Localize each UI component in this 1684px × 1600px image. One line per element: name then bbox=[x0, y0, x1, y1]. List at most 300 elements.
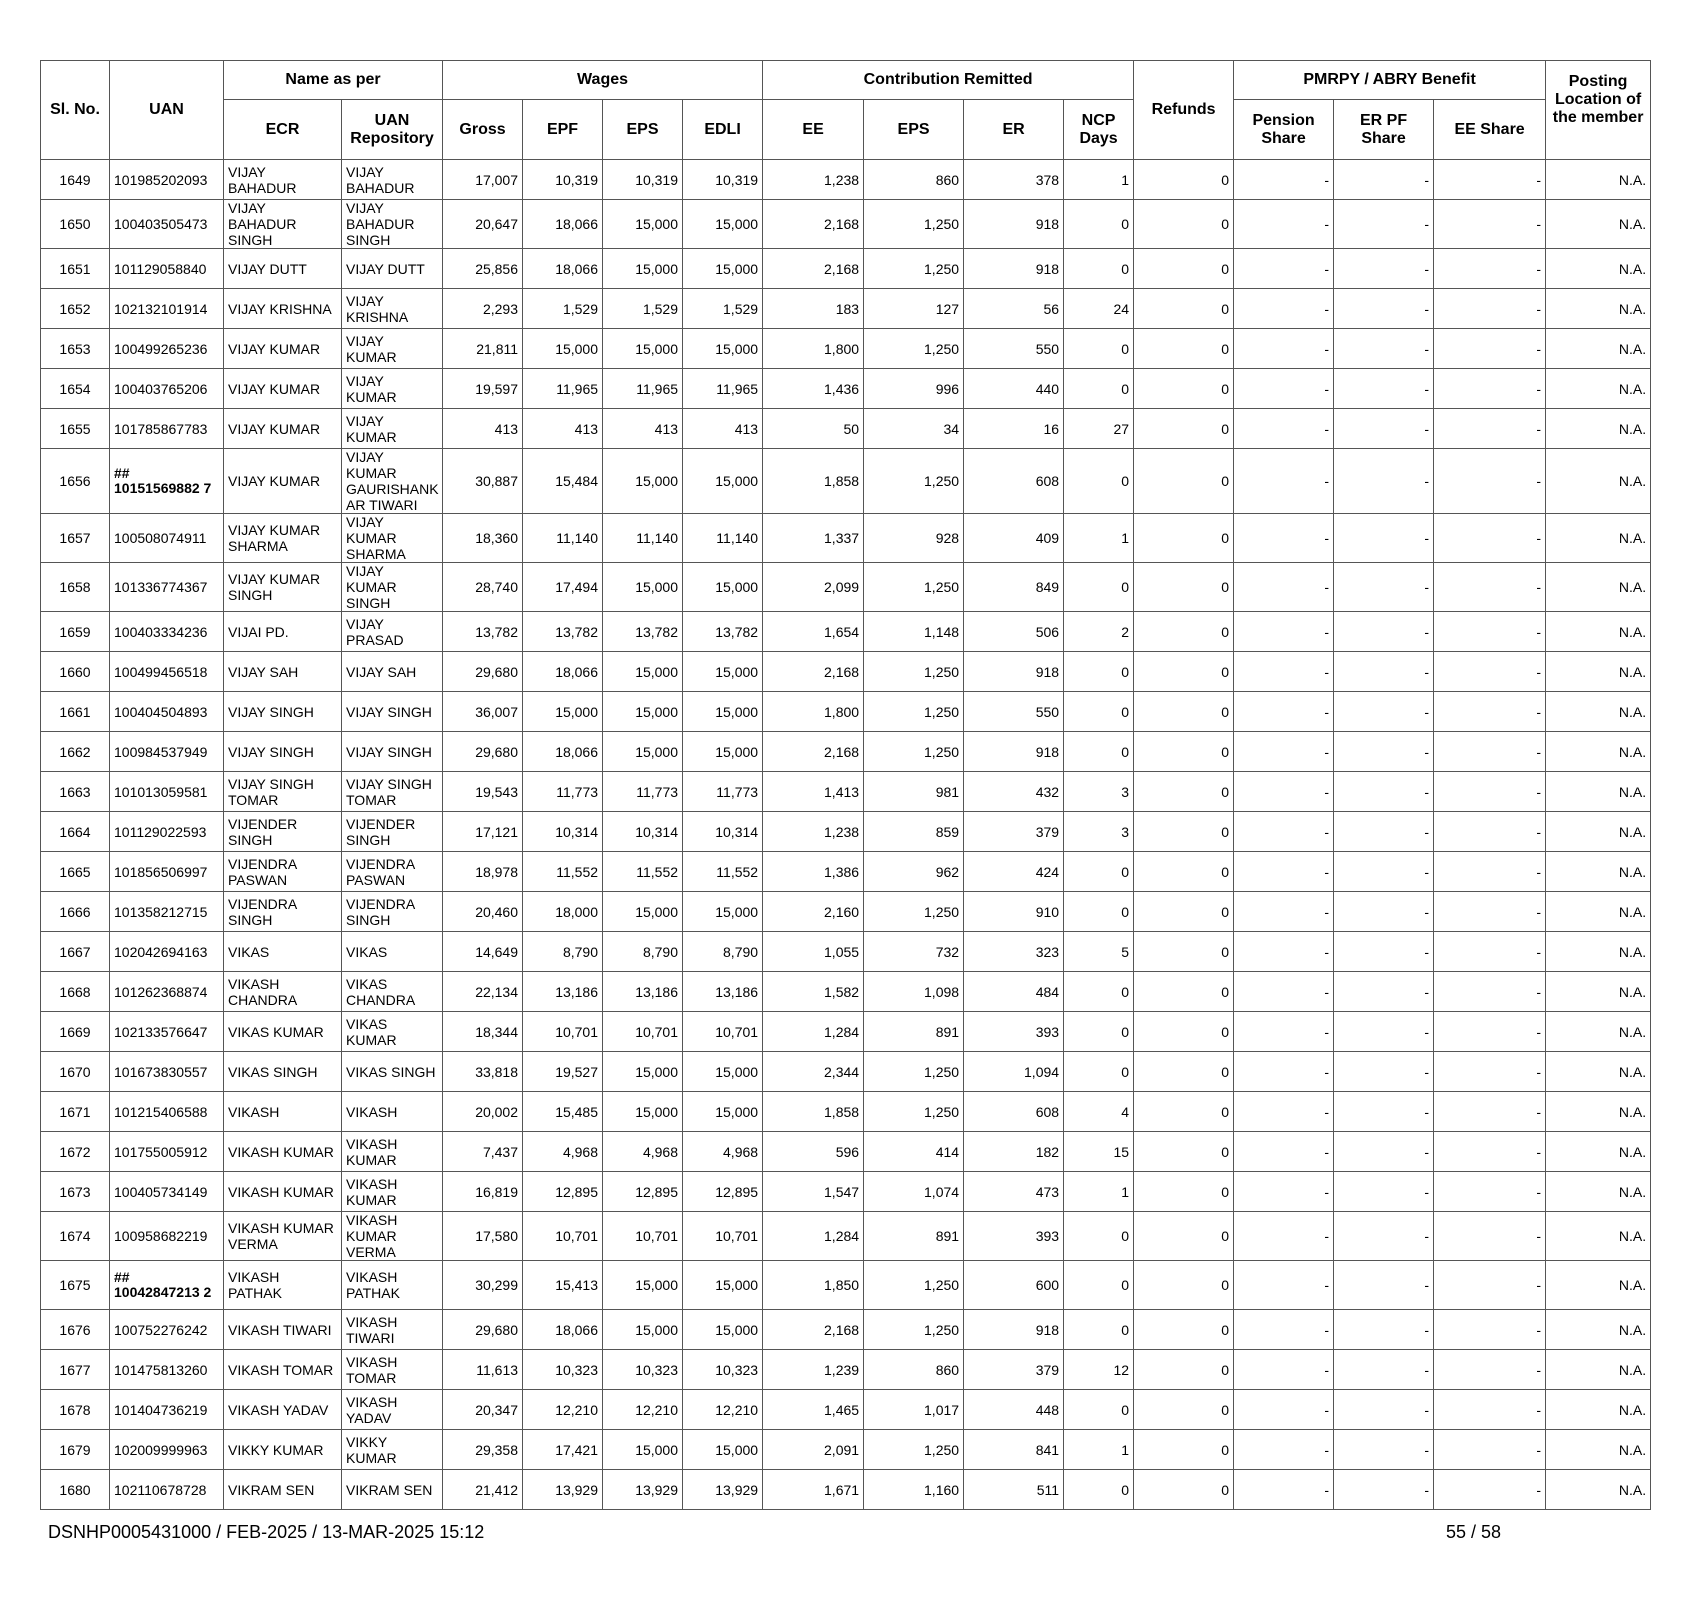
cell-refunds: 0 bbox=[1134, 1052, 1234, 1092]
cell-refunds: 0 bbox=[1134, 409, 1234, 449]
cell-uan-repository-name: VIKASH KUMAR bbox=[342, 1132, 443, 1172]
cell-posting-location: N.A. bbox=[1546, 1052, 1651, 1092]
cell-epf: 17,421 bbox=[523, 1430, 603, 1470]
cell-pension-share: - bbox=[1234, 1132, 1334, 1172]
table-row bbox=[41, 289, 1651, 329]
cell-er-pf-share: - bbox=[1334, 200, 1434, 249]
cell-ee-share: - bbox=[1434, 563, 1546, 612]
cell-refunds: 0 bbox=[1134, 1350, 1234, 1390]
cell-sl-no: 1679 bbox=[41, 1430, 110, 1470]
cell-sl-no: 1655 bbox=[41, 409, 110, 449]
cell-pension-share: - bbox=[1234, 772, 1334, 812]
cell-ecr-name: VIKASH KUMAR bbox=[224, 1132, 342, 1172]
cell-ncp-days: 0 bbox=[1064, 369, 1134, 409]
cell-edli: 11,965 bbox=[683, 369, 763, 409]
cell-er-pf-share: - bbox=[1334, 1390, 1434, 1430]
cell-pension-share: - bbox=[1234, 1212, 1334, 1261]
cell-er-pf-share: - bbox=[1334, 1012, 1434, 1052]
cell-eps-contribution: 1,250 bbox=[864, 329, 964, 369]
cell-refunds: 0 bbox=[1134, 1261, 1234, 1310]
cell-ee-share: - bbox=[1434, 732, 1546, 772]
cell-refunds: 0 bbox=[1134, 932, 1234, 972]
cell-pension-share: - bbox=[1234, 329, 1334, 369]
cell-ecr-name: VIKRAM SEN bbox=[224, 1470, 342, 1510]
cell-er: 448 bbox=[964, 1390, 1064, 1430]
cell-er-pf-share: - bbox=[1334, 1212, 1434, 1261]
cell-ee: 2,344 bbox=[763, 1052, 864, 1092]
cell-eps-wages: 15,000 bbox=[603, 449, 683, 514]
cell-er-pf-share: - bbox=[1334, 160, 1434, 200]
cell-ee-share: - bbox=[1434, 409, 1546, 449]
cell-ee-share: - bbox=[1434, 249, 1546, 289]
cell-eps-wages: 1,529 bbox=[603, 289, 683, 329]
cell-edli: 15,000 bbox=[683, 1261, 763, 1310]
cell-pension-share: - bbox=[1234, 563, 1334, 612]
cell-uan-repository-name: VIKKY KUMAR bbox=[342, 1430, 443, 1470]
cell-epf: 11,140 bbox=[523, 514, 603, 563]
cell-er-pf-share: - bbox=[1334, 692, 1434, 732]
cell-er-pf-share: - bbox=[1334, 409, 1434, 449]
table-row bbox=[41, 1430, 1651, 1470]
cell-epf: 4,968 bbox=[523, 1132, 603, 1172]
cell-gross: 21,811 bbox=[443, 329, 523, 369]
table-body bbox=[41, 160, 1651, 1510]
cell-ecr-name: VIKASH TIWARI bbox=[224, 1310, 342, 1350]
cell-pension-share: - bbox=[1234, 1430, 1334, 1470]
cell-er: 182 bbox=[964, 1132, 1064, 1172]
cell-ecr-name: VIKASH CHANDRA bbox=[224, 972, 342, 1012]
cell-gross: 413 bbox=[443, 409, 523, 449]
cell-er-pf-share: - bbox=[1334, 812, 1434, 852]
cell-pension-share: - bbox=[1234, 652, 1334, 692]
cell-edli: 15,000 bbox=[683, 1052, 763, 1092]
cell-edli: 10,701 bbox=[683, 1012, 763, 1052]
cell-ecr-name: VIKASH YADAV bbox=[224, 1390, 342, 1430]
cell-ecr-name: VIJAY SINGH bbox=[224, 692, 342, 732]
cell-epf: 10,701 bbox=[523, 1212, 603, 1261]
cell-eps-wages: 12,895 bbox=[603, 1172, 683, 1212]
cell-epf: 15,000 bbox=[523, 329, 603, 369]
cell-ecr-name: VIJENDER SINGH bbox=[224, 812, 342, 852]
cell-ncp-days: 0 bbox=[1064, 563, 1134, 612]
table-row bbox=[41, 772, 1651, 812]
cell-posting-location: N.A. bbox=[1546, 289, 1651, 329]
cell-pension-share: - bbox=[1234, 1172, 1334, 1212]
cell-eps-wages: 13,186 bbox=[603, 972, 683, 1012]
cell-sl-no: 1667 bbox=[41, 932, 110, 972]
cell-gross: 11,613 bbox=[443, 1350, 523, 1390]
cell-er-pf-share: - bbox=[1334, 892, 1434, 932]
cell-posting-location: N.A. bbox=[1546, 160, 1651, 200]
cell-eps-contribution: 1,250 bbox=[864, 200, 964, 249]
cell-eps-contribution: 1,160 bbox=[864, 1470, 964, 1510]
cell-posting-location: N.A. bbox=[1546, 1390, 1651, 1430]
cell-uan: 101755005912 bbox=[110, 1132, 224, 1172]
cell-edli: 12,210 bbox=[683, 1390, 763, 1430]
cell-ee: 2,091 bbox=[763, 1430, 864, 1470]
cell-uan: 100499265236 bbox=[110, 329, 224, 369]
cell-er-pf-share: - bbox=[1334, 514, 1434, 563]
cell-uan-repository-name: VIJAY KUMAR bbox=[342, 369, 443, 409]
cell-posting-location: N.A. bbox=[1546, 652, 1651, 692]
cell-uan: 101985202093 bbox=[110, 160, 224, 200]
cell-ncp-days: 0 bbox=[1064, 1261, 1134, 1310]
cell-eps-contribution: 860 bbox=[864, 1350, 964, 1390]
table-row bbox=[41, 1052, 1651, 1092]
cell-uan: 102009999963 bbox=[110, 1430, 224, 1470]
cell-ee-share: - bbox=[1434, 1390, 1546, 1430]
cell-epf: 17,494 bbox=[523, 563, 603, 612]
cell-sl-no: 1673 bbox=[41, 1172, 110, 1212]
cell-ee: 2,160 bbox=[763, 892, 864, 932]
cell-refunds: 0 bbox=[1134, 732, 1234, 772]
cell-ee: 1,239 bbox=[763, 1350, 864, 1390]
cell-eps-contribution: 1,250 bbox=[864, 652, 964, 692]
cell-eps-wages: 10,319 bbox=[603, 160, 683, 200]
cell-ee-share: - bbox=[1434, 1172, 1546, 1212]
cell-er: 323 bbox=[964, 932, 1064, 972]
cell-eps-wages: 11,965 bbox=[603, 369, 683, 409]
cell-ncp-days: 3 bbox=[1064, 772, 1134, 812]
cell-ee: 50 bbox=[763, 409, 864, 449]
cell-eps-wages: 15,000 bbox=[603, 1430, 683, 1470]
cell-uan: 101358212715 bbox=[110, 892, 224, 932]
cell-ncp-days: 0 bbox=[1064, 1012, 1134, 1052]
cell-edli: 1,529 bbox=[683, 289, 763, 329]
cell-pension-share: - bbox=[1234, 409, 1334, 449]
cell-refunds: 0 bbox=[1134, 369, 1234, 409]
cell-uan-repository-name: VIJAY SINGH bbox=[342, 732, 443, 772]
cell-sl-no: 1671 bbox=[41, 1092, 110, 1132]
cell-ee-share: - bbox=[1434, 1310, 1546, 1350]
cell-er-pf-share: - bbox=[1334, 1430, 1434, 1470]
cell-sl-no: 1675 bbox=[41, 1261, 110, 1310]
cell-pension-share: - bbox=[1234, 972, 1334, 1012]
cell-gross: 29,680 bbox=[443, 1310, 523, 1350]
cell-refunds: 0 bbox=[1134, 1172, 1234, 1212]
cell-refunds: 0 bbox=[1134, 652, 1234, 692]
cell-epf: 8,790 bbox=[523, 932, 603, 972]
cell-sl-no: 1666 bbox=[41, 892, 110, 932]
cell-ee-share: - bbox=[1434, 514, 1546, 563]
cell-eps-wages: 15,000 bbox=[603, 1310, 683, 1350]
cell-uan-repository-name: VIKASH YADAV bbox=[342, 1390, 443, 1430]
cell-er: 910 bbox=[964, 892, 1064, 932]
page-number: 55 / 58 bbox=[1446, 1522, 1502, 1542]
cell-ee: 1,671 bbox=[763, 1470, 864, 1510]
cell-epf: 18,066 bbox=[523, 652, 603, 692]
cell-gross: 28,740 bbox=[443, 563, 523, 612]
cell-ee: 2,168 bbox=[763, 732, 864, 772]
cell-edli: 15,000 bbox=[683, 1310, 763, 1350]
cell-uan: ## 10151569882 7 bbox=[110, 449, 224, 514]
cell-eps-contribution: 1,017 bbox=[864, 1390, 964, 1430]
cell-eps-wages: 10,701 bbox=[603, 1012, 683, 1052]
cell-gross: 13,782 bbox=[443, 612, 523, 652]
cell-uan-repository-name: VIJAY SAH bbox=[342, 652, 443, 692]
cell-gross: 36,007 bbox=[443, 692, 523, 732]
cell-epf: 18,066 bbox=[523, 249, 603, 289]
cell-ee-share: - bbox=[1434, 852, 1546, 892]
cell-refunds: 0 bbox=[1134, 1470, 1234, 1510]
cell-er: 378 bbox=[964, 160, 1064, 200]
cell-eps-contribution: 127 bbox=[864, 289, 964, 329]
group-name-as-per: Name as per bbox=[224, 61, 443, 100]
cell-pension-share: - bbox=[1234, 692, 1334, 732]
table-row bbox=[41, 369, 1651, 409]
cell-uan: 102042694163 bbox=[110, 932, 224, 972]
cell-eps-contribution: 1,250 bbox=[864, 1430, 964, 1470]
cell-er-pf-share: - bbox=[1334, 369, 1434, 409]
table-row bbox=[41, 514, 1651, 563]
cell-er: 918 bbox=[964, 249, 1064, 289]
group-contribution-remitted: Contribution Remitted bbox=[763, 61, 1134, 100]
cell-uan-repository-name: VIJENDRA PASWAN bbox=[342, 852, 443, 892]
table-row bbox=[41, 200, 1651, 249]
cell-ee-share: - bbox=[1434, 812, 1546, 852]
cell-gross: 29,358 bbox=[443, 1430, 523, 1470]
cell-ee-share: - bbox=[1434, 329, 1546, 369]
cell-ecr-name: VIJAY SAH bbox=[224, 652, 342, 692]
cell-er: 841 bbox=[964, 1430, 1064, 1470]
cell-ee: 1,800 bbox=[763, 692, 864, 732]
cell-eps-contribution: 732 bbox=[864, 932, 964, 972]
cell-uan: 100403334236 bbox=[110, 612, 224, 652]
cell-eps-contribution: 1,250 bbox=[864, 563, 964, 612]
table-row bbox=[41, 449, 1651, 514]
cell-pension-share: - bbox=[1234, 1012, 1334, 1052]
col-er-pf-share: ER PF Share bbox=[1334, 100, 1434, 160]
cell-uan-repository-name: VIJAY SINGH TOMAR bbox=[342, 772, 443, 812]
cell-edli: 8,790 bbox=[683, 932, 763, 972]
cell-er-pf-share: - bbox=[1334, 1172, 1434, 1212]
cell-ncp-days: 0 bbox=[1064, 329, 1134, 369]
cell-uan-repository-name: VIJAY KUMAR bbox=[342, 329, 443, 369]
cell-ee-share: - bbox=[1434, 772, 1546, 812]
cell-eps-contribution: 1,098 bbox=[864, 972, 964, 1012]
cell-ncp-days: 0 bbox=[1064, 200, 1134, 249]
cell-er: 849 bbox=[964, 563, 1064, 612]
cell-ecr-name: VIKASH TOMAR bbox=[224, 1350, 342, 1390]
cell-posting-location: N.A. bbox=[1546, 249, 1651, 289]
cell-posting-location: N.A. bbox=[1546, 692, 1651, 732]
cell-ee-share: - bbox=[1434, 652, 1546, 692]
cell-posting-location: N.A. bbox=[1546, 1172, 1651, 1212]
cell-uan-repository-name: VIJAY KRISHNA bbox=[342, 289, 443, 329]
cell-gross: 20,460 bbox=[443, 892, 523, 932]
cell-ee: 1,800 bbox=[763, 329, 864, 369]
cell-edli: 13,929 bbox=[683, 1470, 763, 1510]
cell-eps-contribution: 859 bbox=[864, 812, 964, 852]
cell-sl-no: 1659 bbox=[41, 612, 110, 652]
cell-gross: 30,887 bbox=[443, 449, 523, 514]
cell-uan: 101215406588 bbox=[110, 1092, 224, 1132]
cell-er-pf-share: - bbox=[1334, 449, 1434, 514]
cell-refunds: 0 bbox=[1134, 1430, 1234, 1470]
cell-pension-share: - bbox=[1234, 1092, 1334, 1132]
cell-eps-contribution: 981 bbox=[864, 772, 964, 812]
cell-ecr-name: VIJAY KUMAR SHARMA bbox=[224, 514, 342, 563]
cell-pension-share: - bbox=[1234, 1350, 1334, 1390]
cell-edli: 15,000 bbox=[683, 692, 763, 732]
cell-ecr-name: VIJENDRA SINGH bbox=[224, 892, 342, 932]
cell-er: 506 bbox=[964, 612, 1064, 652]
cell-pension-share: - bbox=[1234, 852, 1334, 892]
col-ecr: ECR bbox=[224, 100, 342, 160]
cell-sl-no: 1651 bbox=[41, 249, 110, 289]
cell-eps-wages: 15,000 bbox=[603, 892, 683, 932]
cell-ncp-days: 1 bbox=[1064, 1172, 1134, 1212]
cell-posting-location: N.A. bbox=[1546, 449, 1651, 514]
cell-er-pf-share: - bbox=[1334, 1261, 1434, 1310]
cell-er: 56 bbox=[964, 289, 1064, 329]
cell-gross: 17,121 bbox=[443, 812, 523, 852]
cell-er: 473 bbox=[964, 1172, 1064, 1212]
cell-eps-contribution: 1,250 bbox=[864, 1052, 964, 1092]
cell-uan: 100752276242 bbox=[110, 1310, 224, 1350]
cell-er: 379 bbox=[964, 1350, 1064, 1390]
table-row bbox=[41, 160, 1651, 200]
cell-posting-location: N.A. bbox=[1546, 1470, 1651, 1510]
cell-ee-share: - bbox=[1434, 160, 1546, 200]
table-row bbox=[41, 1470, 1651, 1510]
cell-ncp-days: 0 bbox=[1064, 892, 1134, 932]
cell-edli: 11,140 bbox=[683, 514, 763, 563]
cell-eps-contribution: 414 bbox=[864, 1132, 964, 1172]
cell-ncp-days: 0 bbox=[1064, 1052, 1134, 1092]
cell-ee: 1,858 bbox=[763, 449, 864, 514]
table-row bbox=[41, 932, 1651, 972]
cell-eps-contribution: 34 bbox=[864, 409, 964, 449]
cell-ee-share: - bbox=[1434, 1350, 1546, 1390]
cell-edli: 4,968 bbox=[683, 1132, 763, 1172]
cell-eps-wages: 15,000 bbox=[603, 249, 683, 289]
cell-uan-repository-name: VIKASH TIWARI bbox=[342, 1310, 443, 1350]
cell-er: 918 bbox=[964, 652, 1064, 692]
cell-ee-share: - bbox=[1434, 692, 1546, 732]
cell-ecr-name: VIKAS SINGH bbox=[224, 1052, 342, 1092]
cell-ee-share: - bbox=[1434, 1261, 1546, 1310]
cell-refunds: 0 bbox=[1134, 892, 1234, 932]
cell-gross: 14,649 bbox=[443, 932, 523, 972]
cell-pension-share: - bbox=[1234, 249, 1334, 289]
cell-er: 608 bbox=[964, 1092, 1064, 1132]
cell-uan: 102110678728 bbox=[110, 1470, 224, 1510]
cell-er: 918 bbox=[964, 732, 1064, 772]
cell-uan: 101336774367 bbox=[110, 563, 224, 612]
cell-posting-location: N.A. bbox=[1546, 732, 1651, 772]
cell-posting-location: N.A. bbox=[1546, 932, 1651, 972]
cell-er-pf-share: - bbox=[1334, 1052, 1434, 1092]
cell-ee: 1,547 bbox=[763, 1172, 864, 1212]
document-reference: DSNHP0005431000 / FEB-2025 / 13-MAR-2025 15:12 bbox=[48, 1522, 485, 1542]
cell-pension-share: - bbox=[1234, 812, 1334, 852]
cell-edli: 15,000 bbox=[683, 249, 763, 289]
cell-uan-repository-name: VIJAY PRASAD bbox=[342, 612, 443, 652]
cell-sl-no: 1650 bbox=[41, 200, 110, 249]
cell-uan: 101262368874 bbox=[110, 972, 224, 1012]
cell-ecr-name: VIJAY SINGH bbox=[224, 732, 342, 772]
cell-ee: 1,465 bbox=[763, 1390, 864, 1430]
cell-er-pf-share: - bbox=[1334, 1310, 1434, 1350]
cell-ee-share: - bbox=[1434, 612, 1546, 652]
cell-ee: 1,858 bbox=[763, 1092, 864, 1132]
cell-eps-contribution: 1,250 bbox=[864, 1261, 964, 1310]
cell-sl-no: 1676 bbox=[41, 1310, 110, 1350]
cell-epf: 13,782 bbox=[523, 612, 603, 652]
cell-pension-share: - bbox=[1234, 160, 1334, 200]
cell-refunds: 0 bbox=[1134, 852, 1234, 892]
table-row bbox=[41, 1092, 1651, 1132]
cell-ncp-days: 0 bbox=[1064, 692, 1134, 732]
cell-epf: 13,929 bbox=[523, 1470, 603, 1510]
cell-er: 1,094 bbox=[964, 1052, 1064, 1092]
col-uan-repository: UAN Repository bbox=[342, 100, 443, 160]
cell-ee-share: - bbox=[1434, 200, 1546, 249]
cell-eps-contribution: 1,250 bbox=[864, 1092, 964, 1132]
cell-edli: 10,319 bbox=[683, 160, 763, 200]
cell-eps-contribution: 1,074 bbox=[864, 1172, 964, 1212]
cell-gross: 20,002 bbox=[443, 1092, 523, 1132]
cell-pension-share: - bbox=[1234, 732, 1334, 772]
cell-er-pf-share: - bbox=[1334, 852, 1434, 892]
cell-ecr-name: VIJAY KUMAR bbox=[224, 449, 342, 514]
cell-er: 393 bbox=[964, 1012, 1064, 1052]
cell-sl-no: 1674 bbox=[41, 1212, 110, 1261]
cell-posting-location: N.A. bbox=[1546, 852, 1651, 892]
cell-ncp-days: 0 bbox=[1064, 732, 1134, 772]
cell-sl-no: 1680 bbox=[41, 1470, 110, 1510]
cell-gross: 21,412 bbox=[443, 1470, 523, 1510]
col-edli: EDLI bbox=[683, 100, 763, 160]
cell-ee: 2,168 bbox=[763, 1310, 864, 1350]
cell-gross: 22,134 bbox=[443, 972, 523, 1012]
cell-ncp-days: 0 bbox=[1064, 972, 1134, 1012]
cell-eps-wages: 15,000 bbox=[603, 1261, 683, 1310]
cell-edli: 13,782 bbox=[683, 612, 763, 652]
cell-ee-share: - bbox=[1434, 1132, 1546, 1172]
cell-er-pf-share: - bbox=[1334, 612, 1434, 652]
cell-pension-share: - bbox=[1234, 1390, 1334, 1430]
cell-pension-share: - bbox=[1234, 1310, 1334, 1350]
cell-gross: 17,580 bbox=[443, 1212, 523, 1261]
cell-posting-location: N.A. bbox=[1546, 1261, 1651, 1310]
cell-ee-share: - bbox=[1434, 1012, 1546, 1052]
cell-sl-no: 1656 bbox=[41, 449, 110, 514]
cell-posting-location: N.A. bbox=[1546, 972, 1651, 1012]
cell-ecr-name: VIKAS KUMAR bbox=[224, 1012, 342, 1052]
cell-eps-wages: 15,000 bbox=[603, 1052, 683, 1092]
cell-eps-contribution: 996 bbox=[864, 369, 964, 409]
table-row bbox=[41, 812, 1651, 852]
cell-er-pf-share: - bbox=[1334, 932, 1434, 972]
cell-ecr-name: VIJAY BAHADUR SINGH bbox=[224, 200, 342, 249]
cell-refunds: 0 bbox=[1134, 1132, 1234, 1172]
cell-er-pf-share: - bbox=[1334, 972, 1434, 1012]
cell-ncp-days: 0 bbox=[1064, 249, 1134, 289]
cell-er-pf-share: - bbox=[1334, 563, 1434, 612]
cell-refunds: 0 bbox=[1134, 289, 1234, 329]
cell-er: 432 bbox=[964, 772, 1064, 812]
cell-edli: 15,000 bbox=[683, 732, 763, 772]
cell-uan: 101129022593 bbox=[110, 812, 224, 852]
cell-ee-share: - bbox=[1434, 892, 1546, 932]
cell-uan: 102133576647 bbox=[110, 1012, 224, 1052]
cell-edli: 11,552 bbox=[683, 852, 763, 892]
cell-ee: 1,386 bbox=[763, 852, 864, 892]
cell-ee: 1,413 bbox=[763, 772, 864, 812]
cell-eps-wages: 15,000 bbox=[603, 329, 683, 369]
